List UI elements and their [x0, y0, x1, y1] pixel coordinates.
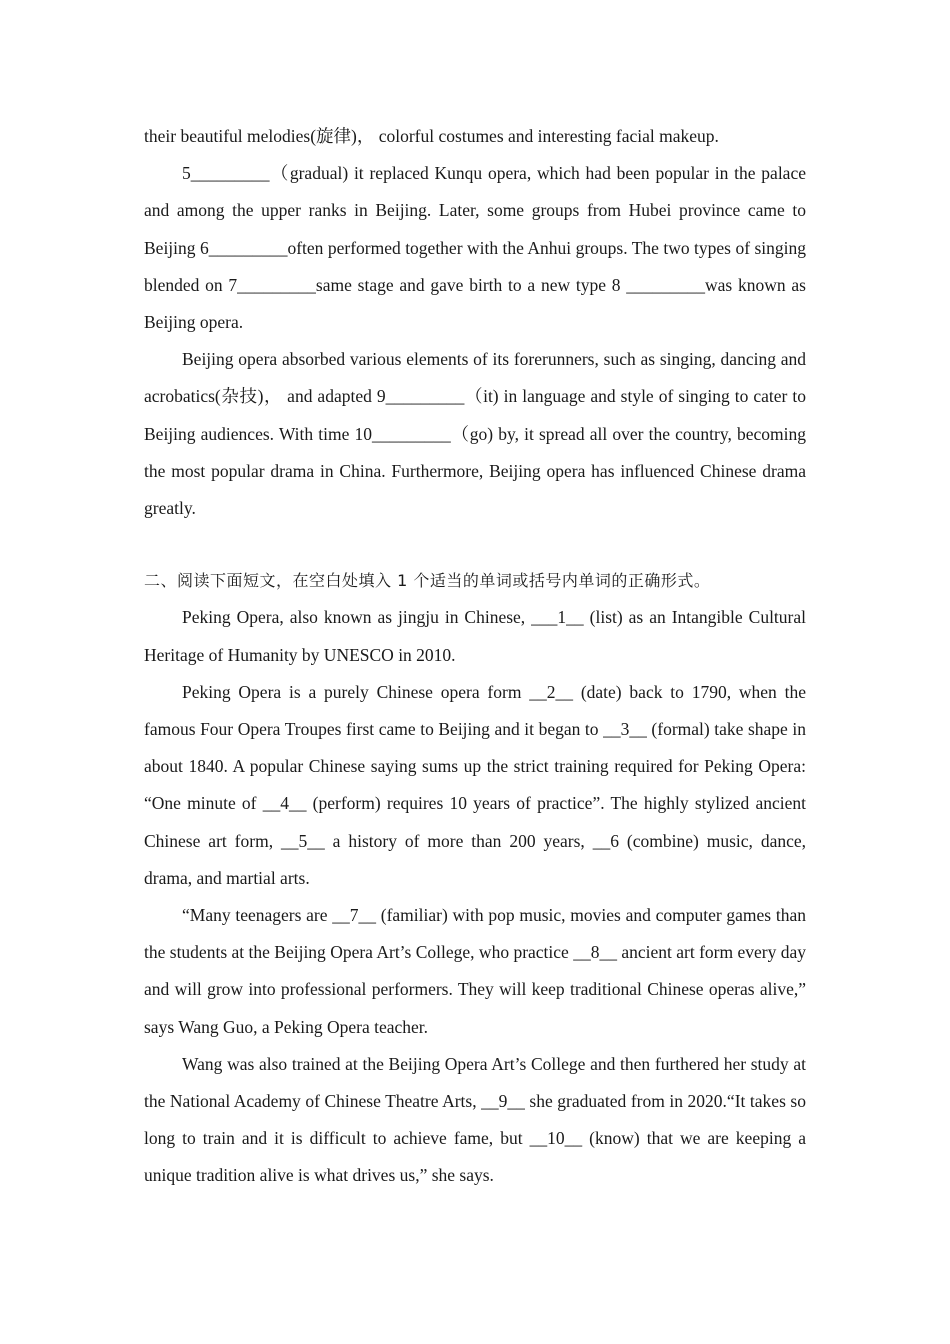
paragraph-absorbed: Beijing opera absorbed various elements of its forerunners, such as singing, dancing and acrobatics(杂技)， and adapted 9_________（it) in language and style of singing to cater to Beijing audiences. With time 10_________（go) by, it spread all over the country, becoming the most popular drama in China. Furthermore, Beijing opera has influenced Chinese drama greatly. [144, 349, 806, 519]
section-gap [144, 527, 806, 562]
section-heading: 二、阅读下面短文，在空白处填入 1 个适当的单词或括号内单词的正确形式。 [144, 571, 711, 591]
paragraph-teenagers: “Many teenagers are __7__ (familiar) with pop music, movies and computer games than the students at the Beijing Opera Art’s College, who practice __8__ ancient art form every day and will grow into professional performers. They will keep traditional Chinese operas alive,” says Wang Guo, a Peking Opera teacher. [144, 905, 806, 1037]
paragraph-history: Peking Opera is a purely Chinese opera form __2__ (date) back to 1790, when the famous Four Opera Troupes first came to Beijing and it began to __3__ (formal) take shape in about 1840. A popular Chinese saying sums up the strict training required for Peking Opera: “One minute of __4__ (perform) requires 10 years of practice”. The highly stylized ancient Chinese art form, __5__ a history of more than 200 years, __6 (combine) music, dance, drama, and martial arts. [144, 681, 806, 888]
paragraph-wang: Wang was also trained at the Beijing Opera Art’s College and then furthered her study at the National Academy of Chinese Theatre Arts, __9__ she graduated from in 2020.“It takes so long to train and it is difficult to achieve fame, but __10__ (know) that we are keeping a unique tradition alive is what drives us,” she says. [144, 1053, 806, 1186]
paragraph-kunqu: 5_________（gradual) it replaced Kunqu opera, which had been popular in the palace and among the upper ranks in Beijing. Later, some groups from Hubei province came to Beijing 6_________often performed together with the Anhui groups. The two types of singing blended on 7_________same stage and gave birth to a new type 8 _________was known as Beijing opera. [144, 163, 806, 333]
paragraph-unesco: Peking Opera, also known as jingju in Chinese, ___1__ (list) as an Intangible Cultural Heritage of Humanity by UNESCO in 2010. [144, 607, 806, 665]
paragraph-melodies: their beautiful melodies(旋律)， colorful costumes and interesting facial makeup. [144, 126, 719, 146]
document-page [144, 118, 806, 1195]
